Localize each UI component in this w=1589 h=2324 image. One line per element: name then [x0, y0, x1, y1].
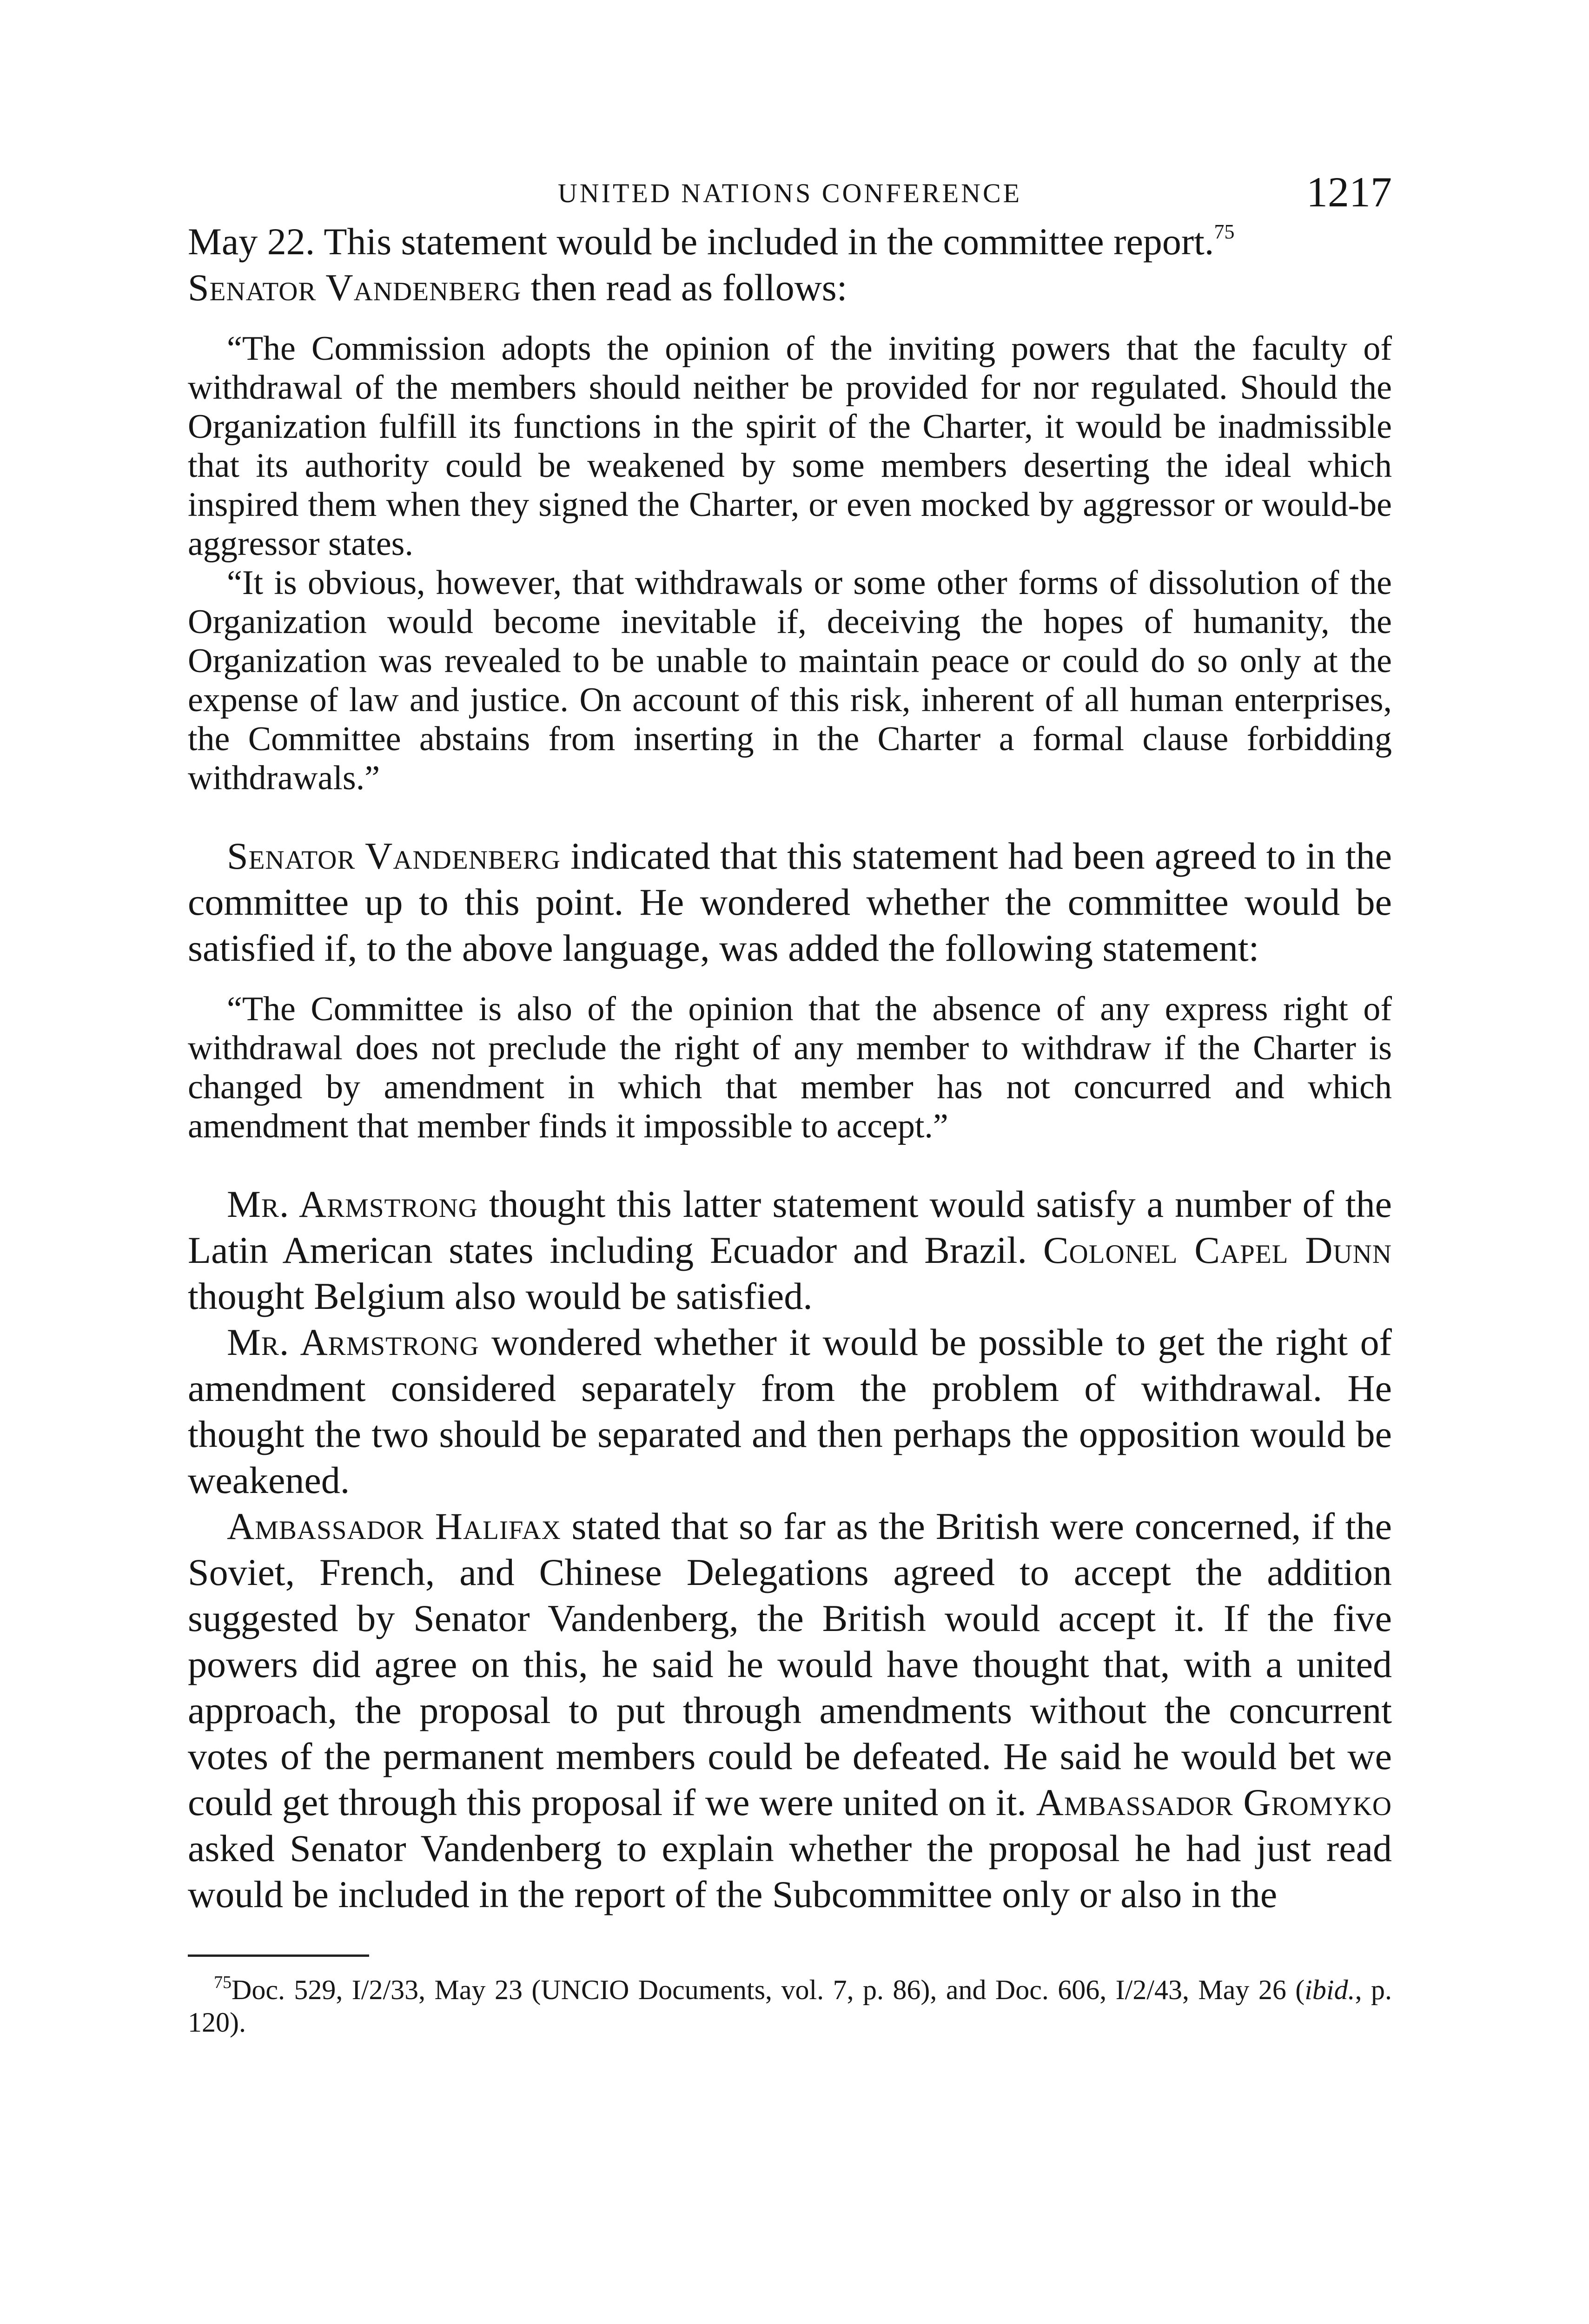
- footnote-75: [188, 1974, 1392, 2039]
- speaker-name: Senator Vandenberg: [227, 835, 561, 877]
- paragraph-text: indicated that this statement had been agreed to in the committee up to this point. He wondered whether the committee would be satisfied if, to the above language, was added the following statement:: [188, 835, 1392, 969]
- paragraph-may-22: [188, 218, 1392, 310]
- quote-commission-opinion: “The Commission adopts the opinion of the inviting powers that the faculty of withdrawal of the members should neither be provided for nor regulated. Should the Organization fulfill its functions in the spirit of the Charter, it would be inadmissible that its authority could be weakened by some members deserting the ideal which inspired them when they signed the Charter, or even mocked by aggressor or would-be aggressor states.: [188, 330, 1392, 563]
- speaker-name: Mr. Armstrong: [227, 1183, 478, 1225]
- speaker-name: Colonel Capel Dunn: [1043, 1229, 1392, 1271]
- paragraph-text: May 22. This statement would be included in the committee report.: [188, 220, 1214, 263]
- footnote-number: 75: [214, 1973, 232, 1992]
- paragraph-text: wondered whether it would be possible to get the right of amendment considered separately from the problem of withdrawal. He thought the two should be separated and then perhaps the opposition would be weakened.: [188, 1321, 1392, 1501]
- quote-withdrawal-clause: “It is obvious, however, that withdrawals or some other forms of dissolution of the Organization would become inevitable if, deceiving the hopes of humanity, the Organization was revealed to be unable to maintain peace or could do so only at the expense of law and justice. On account of this risk, inherent of all human enterprises, the Committee abstains from inserting in the Charter a formal clause forbidding withdrawals.”: [188, 564, 1392, 797]
- paragraph-armstrong-amendment: [188, 1319, 1392, 1503]
- speaker-name: Senator Vandenberg: [188, 266, 522, 309]
- document-page: [188, 167, 1392, 2039]
- footnote-text: , p. 120).: [188, 1974, 1392, 2038]
- footnote-text: Doc. 529, I/2/33, May 23 (UNCIO Documents, vol. 7, p. 86), and Doc. 606, I/2/43, May 26 (: [232, 1974, 1305, 2005]
- paragraph-halifax: [188, 1503, 1392, 1917]
- paragraph-text: then read as follows:: [521, 266, 847, 309]
- footnote-ibid: ibid.: [1304, 1974, 1355, 2005]
- speaker-name: Ambassador Gromyko: [1036, 1781, 1392, 1823]
- speaker-name: Mr. Armstrong: [227, 1321, 479, 1363]
- paragraph-text: asked Senator Vandenberg to explain whether the proposal he had just read would be included in the report of the Subcommittee only or also in the: [188, 1827, 1392, 1915]
- running-header: [188, 167, 1392, 218]
- quote-committee-addition: “The Committee is also of the opinion that the absence of any express right of withdrawal does not preclude the right of any member to withdraw if the Charter is changed by amendment in which that member has not concurred and which amendment that member finds it impossible to accept.”: [188, 990, 1392, 1145]
- footnote-divider: [188, 1954, 369, 1957]
- paragraph-armstrong-latin-america: [188, 1181, 1392, 1319]
- speaker-name: Ambassador Halifax: [227, 1505, 561, 1547]
- running-title: UNITED NATIONS CONFERENCE: [557, 178, 1022, 208]
- paragraph-text: thought this latter statement would satisfy a number of the Latin American states including Ecuador and Brazil.: [188, 1183, 1392, 1271]
- paragraph-text: thought Belgium also would be satisfied.: [188, 1275, 813, 1317]
- paragraph-text: stated that so far as the British were concerned, if the Soviet, French, and Chinese Delegations agreed to accept the addition suggested by Senator Vandenberg, the British would accept it. If the five powers did agree on this, he said he would have thought that, with a united approach, the proposal to put through amendments without the concurrent votes of the permanent members could be defeated. He said he would bet we could get through this proposal if we were united on it.: [188, 1505, 1392, 1823]
- paragraph-vandenberg-addition: [188, 833, 1392, 971]
- footnote-reference: 75: [1214, 220, 1235, 243]
- page-number: 1217: [1306, 168, 1392, 216]
